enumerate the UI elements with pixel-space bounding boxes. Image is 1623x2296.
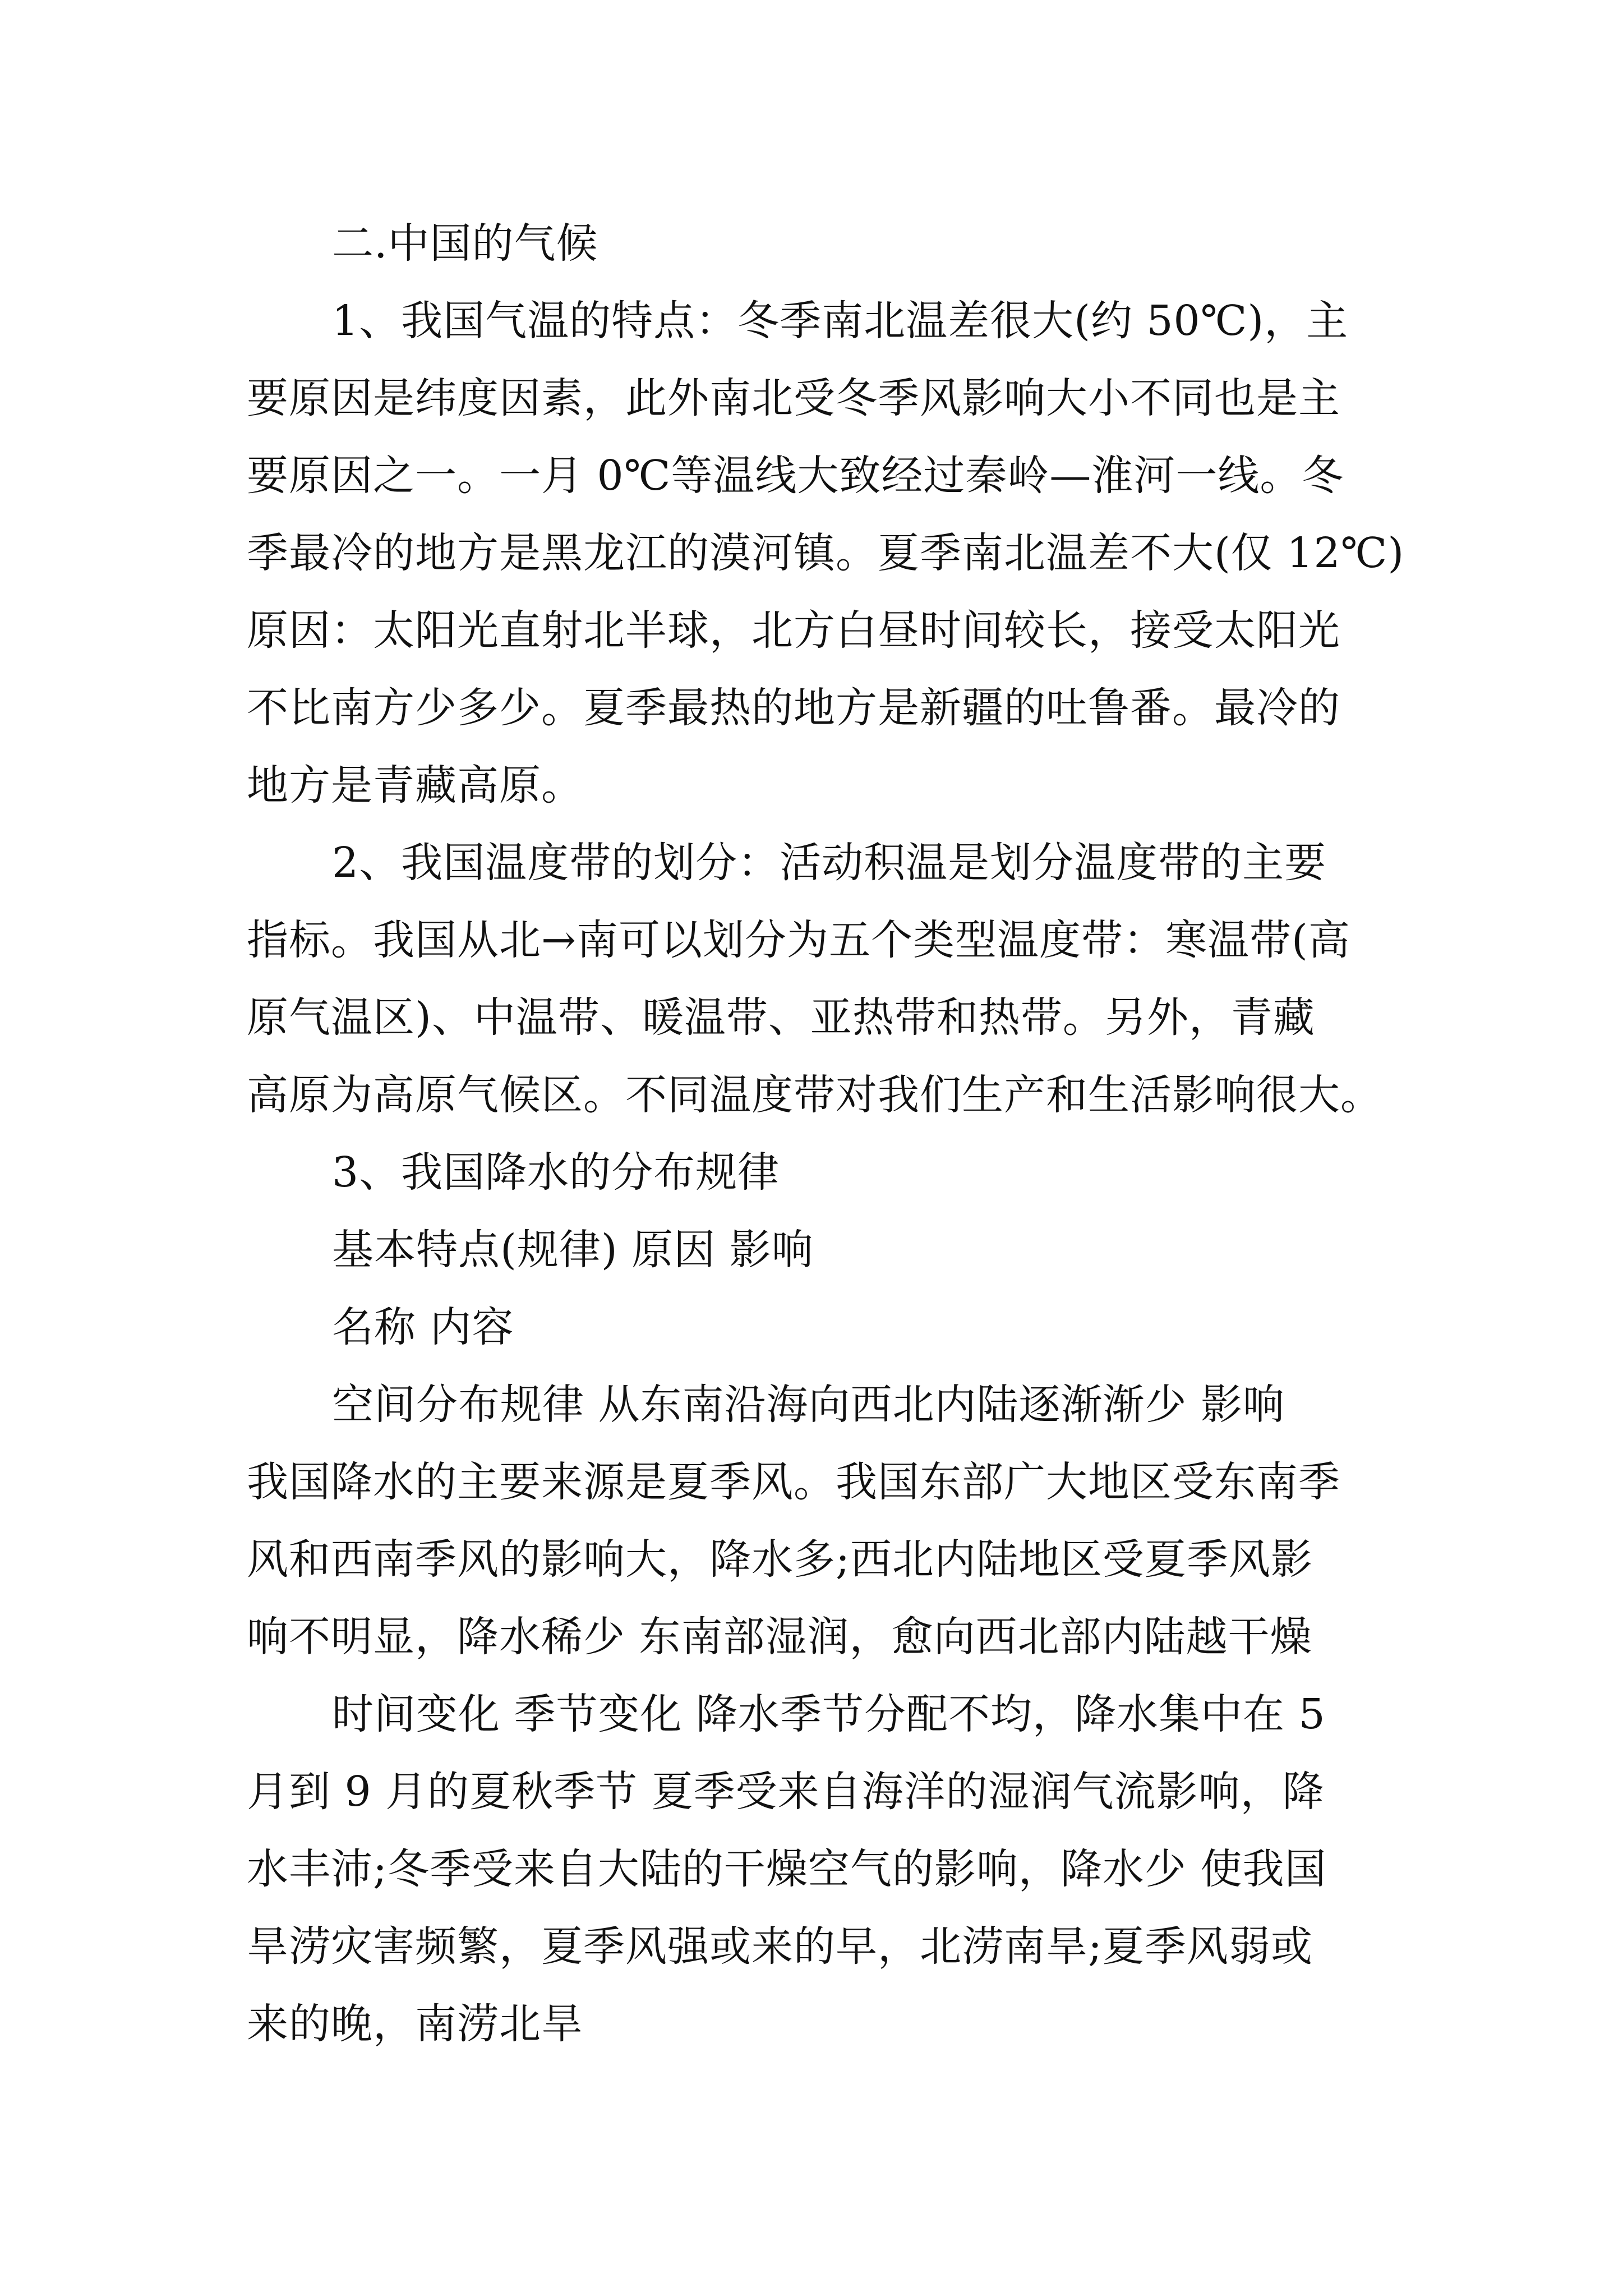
text-line: 响不明显，降水稀少 东南部湿润，愈向西北部内陆越干燥 [247, 1613, 1312, 1661]
text-line: 月到 9 月的夏秋季节 夏季受来自海洋的湿润气流影响，降 [247, 1768, 1325, 1816]
paragraph-temporal-change [247, 1676, 1380, 2063]
text-line: 地方是青藏高原。 [247, 761, 583, 809]
paragraph-temperature-zones [247, 824, 1380, 1134]
table-header-row-2: 名称 内容 [332, 1303, 514, 1351]
text-line: 原因：太阳光直射北半球，北方白昼时间较长，接受太阳光 [247, 606, 1340, 655]
text-line: 来的晚，南涝北旱 [247, 2000, 583, 2048]
text-line: 风和西南季风的影响大，降水多;西北内陆地区受夏季风影 [247, 1535, 1313, 1584]
paragraph-precipitation-heading: 3、我国降水的分布规律 [332, 1148, 780, 1197]
text-line: 季最冷的地方是黑龙江的漠河镇。夏季南北温差不大(仅 12℃) [247, 529, 1405, 577]
text-line: 高原为高原气候区。不同温度带对我们生产和生活影响很大。 [247, 1071, 1382, 1119]
text-line: 要原因是纬度因素，此外南北受冬季风影响大小不同也是主 [247, 374, 1340, 422]
text-line: 原气温区)、中温带、暖温带、亚热带和热带。另外，青藏 [247, 993, 1315, 1042]
document-body [247, 205, 1405, 2063]
table-header-row-1: 基本特点(规律) 原因 影响 [332, 1226, 814, 1274]
paragraph-spatial-distribution [247, 1366, 1380, 1676]
text-line: 1、我国气温的特点：冬季南北温差很大(约 50℃)，主 [332, 297, 1349, 345]
text-line: 水丰沛;冬季受来自大陆的干燥空气的影响，降水少 使我国 [247, 1845, 1327, 1893]
section-heading: 二.中国的气候 [332, 219, 598, 268]
text-line: 时间变化 季节变化 降水季节分配不均，降水集中在 5 [332, 1690, 1326, 1738]
text-line: 要原因之一。一月 0℃等温线大致经过秦岭—淮河一线。冬 [247, 452, 1344, 500]
paragraph-temperature [247, 282, 1405, 824]
text-line: 2、我国温度带的划分：活动积温是划分温度带的主要 [332, 839, 1327, 887]
text-line: 指标。我国从北→南可以划分为五个类型温度带：寒温带(高 [247, 916, 1350, 964]
text-line: 我国降水的主要来源是夏季风。我国东部广大地区受东南季 [247, 1458, 1340, 1506]
text-line: 空间分布规律 从东南沿海向西北内陆逐渐渐少 影响 [332, 1381, 1285, 1429]
text-line: 不比南方少多少。夏季最热的地方是新疆的吐鲁番。最冷的 [247, 684, 1340, 732]
text-line: 旱涝灾害频繁，夏季风强或来的早，北涝南旱;夏季风弱或 [247, 1922, 1313, 1971]
